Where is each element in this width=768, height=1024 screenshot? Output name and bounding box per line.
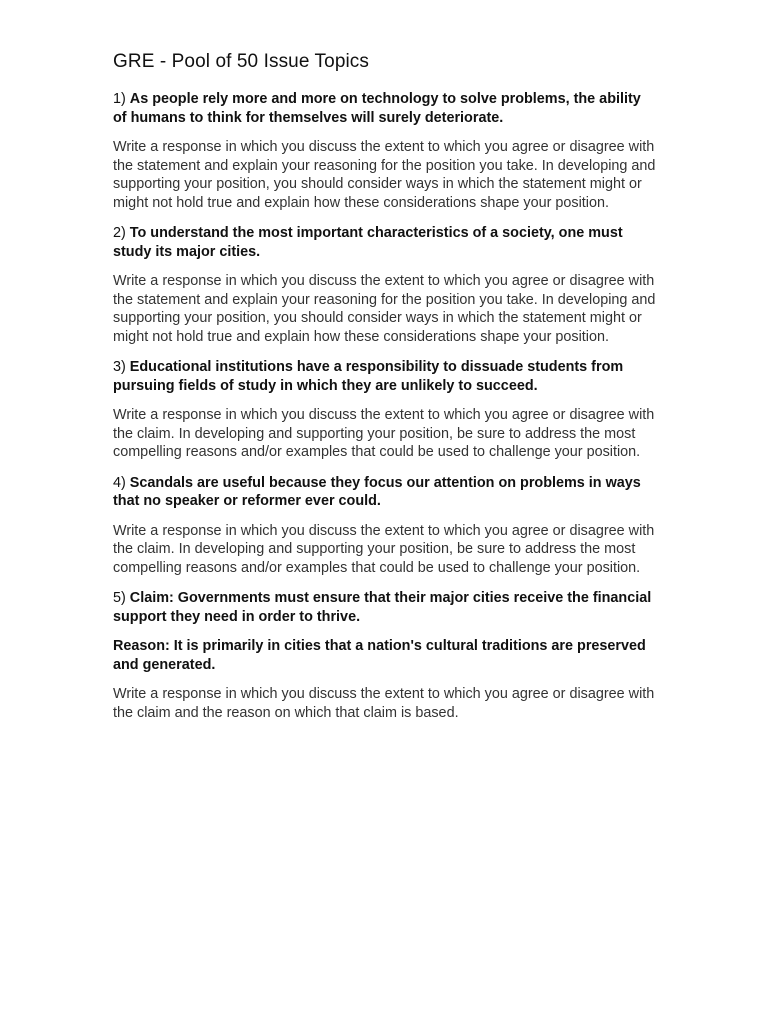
topic-statement (113, 90, 658, 127)
topic-number: 1) (113, 91, 126, 107)
topic-statement (113, 474, 658, 511)
topic-statement (113, 224, 658, 261)
topic-4 (113, 474, 658, 578)
topic-instructions: Write a response in which you discuss the extent to which you agree or disagree with the claim and the reason on which that claim is based. (113, 686, 655, 721)
topic-reason (113, 637, 658, 674)
topic-instructions: Write a response in which you discuss the extent to which you agree or disagree with the claim. In developing and supporting your position, be sure to address the most compelling reasons and/or examples that could be used to challenge your position. (113, 522, 655, 576)
topic-number: 4) (113, 474, 126, 491)
document-page (113, 50, 658, 734)
topic-reason-text: Reason: It is primarily in cities that a nation's cultural traditions are preserved and generated. (113, 638, 646, 673)
topic-statement-text: Educational institutions have a responsibility to dissuade students from pursuing fields of study in which they are unlikely to succeed. (113, 359, 624, 394)
topic-5 (113, 589, 658, 722)
topic-statement-text: Claim: Governments must ensure that their major cities receive the financial support they need in order to thrive. (113, 590, 652, 625)
topic-instructions: Write a response in which you discuss the extent to which you agree or disagree with the statement and explain your reasoning for the position you take. In developing and supporting your position, you should consider ways in which the statement might or might not hold true and explain how these considerations shape your position. (113, 139, 656, 211)
topic-1 (113, 90, 658, 212)
topic-instructions: Write a response in which you discuss the extent to which you agree or disagree with the claim. In developing and supporting your position, be sure to address the most compelling reasons and/or examples that could be used to challenge your position. (113, 407, 655, 460)
topic-statement-text: Scandals are useful because they focus our attention on problems in ways that no speaker or reformer ever could. (113, 474, 641, 509)
topic-number: 5) (113, 590, 126, 606)
topic-number: 3) (113, 359, 126, 375)
topic-number: 2) (113, 225, 126, 241)
topic-statement-text: To understand the most important characteristics of a society, one must study its major cities. (113, 225, 623, 260)
topic-2 (113, 224, 658, 346)
topic-instructions: Write a response in which you discuss the extent to which you agree or disagree with the statement and explain your reasoning for the position you take. In developing and supporting your position, you should consider ways in which the statement might or might not hold true and explain how these considerations shape your position. (113, 273, 656, 345)
topic-statement (113, 358, 658, 395)
document-title: GRE - Pool of 50 Issue Topics (113, 51, 370, 72)
topic-3 (113, 358, 658, 462)
topic-statement-text: As people rely more and more on technology to solve problems, the ability of humans to think for themselves will surely deteriorate. (113, 91, 641, 126)
topic-statement (113, 589, 658, 626)
